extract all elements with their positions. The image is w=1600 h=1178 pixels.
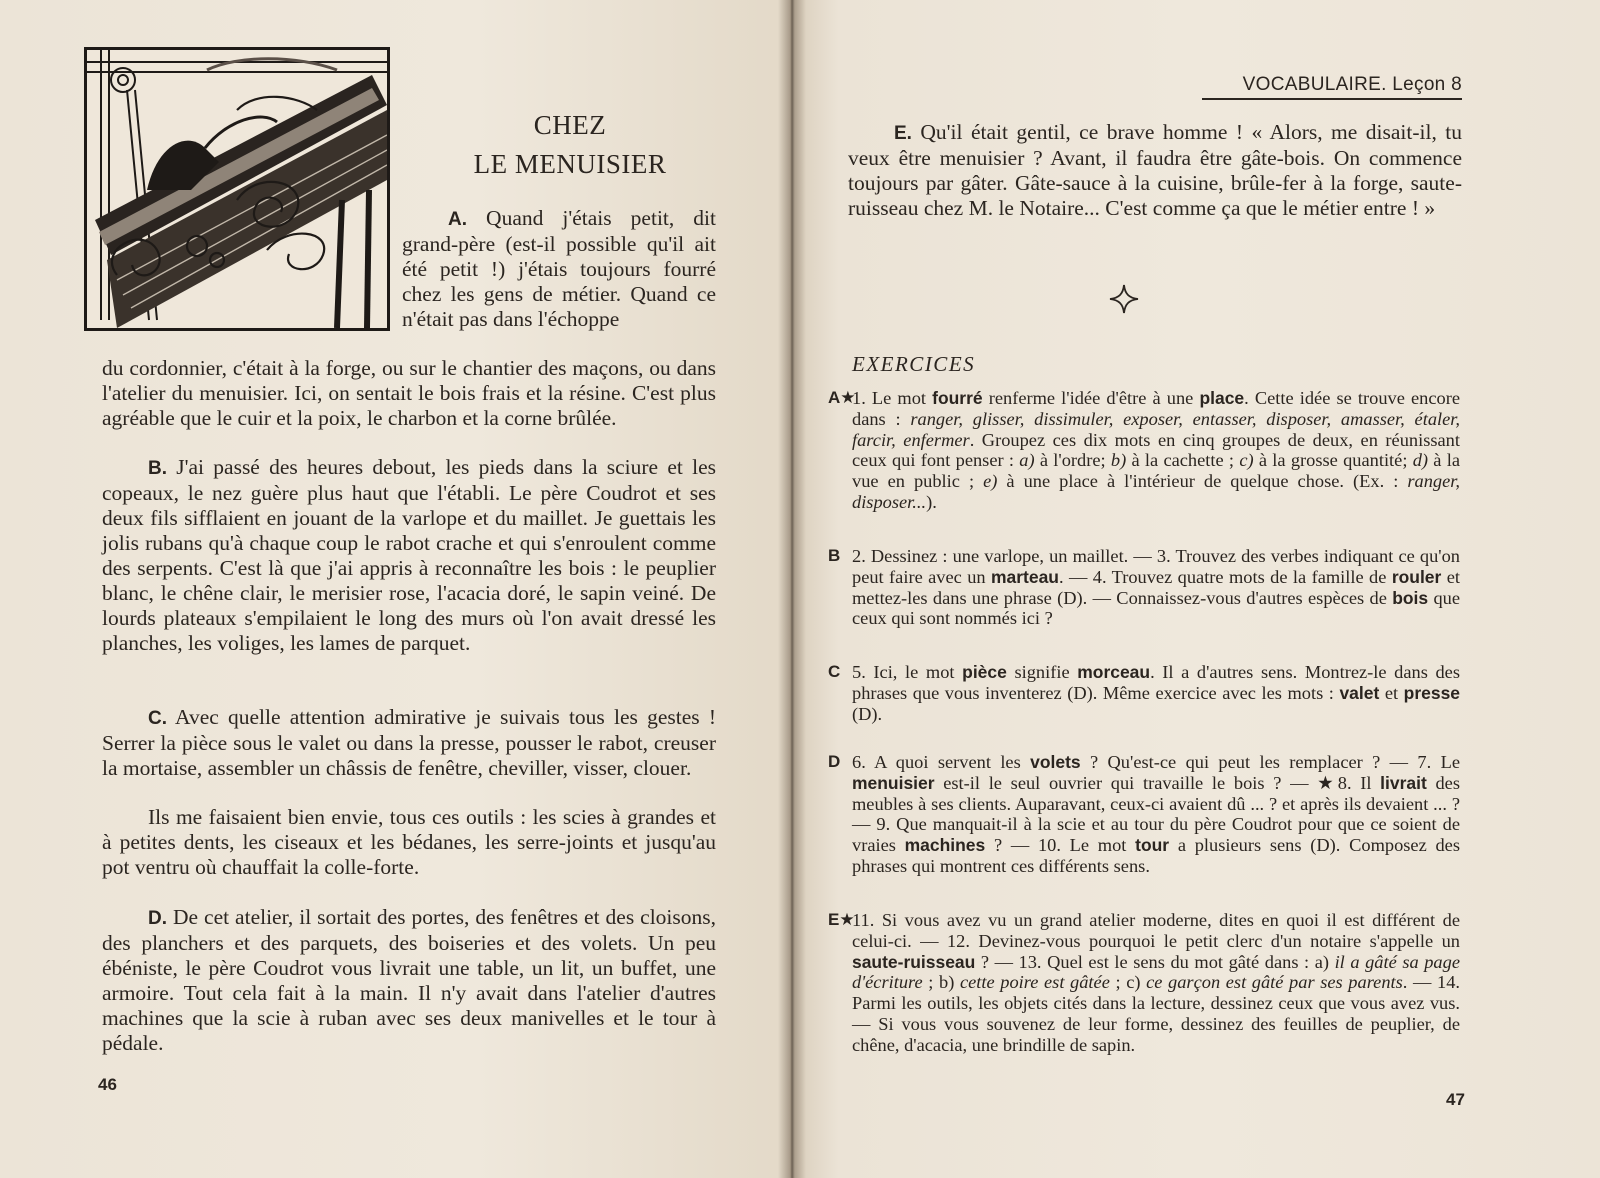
carpenter-plane-woodcut-icon [84,47,390,331]
paragraph-a-continued: du cordonnier, c'était à la forge, ou sur le chantier des maçons, ou dans l'atelier du menuisier. Ici, on sentait le bois frais et la résine. C'est plus agréable que le cuir et la poix, le charbon et la corne brûlée. [102,356,716,430]
chapter-title-line2: LE MENUISIER [473,149,667,180]
paragraph-e-text: Qu'il était gentil, ce brave homme ! « Alors, me disait-il, tu veux être menuisier ? Avant, il faudra être gâte-bois. On commence toujours par gâter. Gâte-sauce à la cuisine, brûle-fer à la forge, saute-ruisseau chez M. le Notaire... C'est comme ça que le métier entre ! » [848,120,1463,220]
running-head: VOCABULAIRE. Leçon 8 [1202,74,1462,100]
exercise-c-label: C [828,662,841,681]
paragraph-a-text: Quand j'étais petit, dit grand-père (est-il possible qu'il ait été petit !) j'étais toujours fourré chez les gens de métier. Quand ce n'était pas dans l'échoppe [402,206,717,331]
right-page [790,0,1600,1178]
exercise-d-text: 6. A quoi servent les volets ? Qu'est-ce qui peut les remplacer ? — 7. Le menuisier est-il le seul ouvrier qui travaille le bois ? — ★8. Il livrait des meubles à ses clients. Auparavant, ceux-ci avaient dû ... ? et après ils devaient ... ? — 9. Que manquait-il à la scie et au tour du père Coudrot pour que ce soient de vraies machines ? — 10. Le mot tour a plusieurs sens (D). Composez des phrases qui montrent ces différents sens. [852,752,1460,876]
exercise-b-label: B [828,546,841,565]
exercices-heading: EXERCICES [852,352,976,376]
exercise-a [828,388,1460,513]
exercise-d [828,752,1460,877]
paragraph-d-text: De cet atelier, il sortait des portes, des fenêtres et des cloisons, des planchers et des parquets, des boiseries et des volets. Un peu ébéniste, le père Coudrot vous livrait une table, un lit, un buffet, une armoire. Tout cela fait à la main. Il n'y avait dans l'atelier d'autres machines que la scie à ruban avec ses deux manivelles et le tour à pédale. [102,905,717,1055]
paragraph-d-label: D. [148,908,167,929]
four-point-star-icon [1109,284,1139,314]
exercise-b [828,546,1460,629]
paragraph-c [102,705,716,781]
exercise-e-label: E★ [828,910,855,929]
paragraph-b-text: J'ai passé des heures debout, les pieds dans la sciure et les copeaux, le nez guère plus haut que l'établi. Le père Coudrot et ses deux fils sifflaient en jouant de la varlope et du maillet. Je guettais les jolis rubans qu'à chaque coup le rabot crache et qui s'enroulent comme des serpents. C'est là que j'ai appris à reconnaître les bois : le peuplier blanc, le chêne clair, le merisier rose, l'acacia doré, le sapin veiné. De lourds plateaux s'empilaient le long des murs où l'on avait dressé les planches, les voliges, les lames de parquet. [102,455,717,655]
exercise-e [828,910,1460,1056]
paragraph-d [102,905,716,1056]
paragraph-c-text: Avec quelle attention admirative je suivais tous les gestes ! Serrer la pièce sous le valet ou dans la presse, pousser le rabot, creuser la mortaise, assembler un châssis de fenêtre, cheviller, visser, clouer. [102,705,716,780]
exercise-a-label: A★ [828,388,856,407]
paragraph-c2: Ils me faisaient bien envie, tous ces outils : les scies à grandes et à petites dents, les ciseaux et les bédanes, les serre-joints et jusqu'au pot ventru où chauffait la colle-forte. [102,805,716,879]
exercise-b-text: 2. Dessinez : une varlope, un maillet. — 3. Trouvez des verbes indiquant ce qu'on peut faire avec un marteau. — 4. Trouvez quatre mots de la famille de rouler et mettez-les dans une phrase (D). — Connaissez-vous d'autres espèces de bois que ceux qui sont nommés ici ? [852,546,1461,629]
chapter-title-line1: CHEZ [533,110,607,140]
exercise-c-text: 5. Ici, le mot pièce signifie morceau. Il a d'autres sens. Montrez-le dans des phrases que vous inventerez (D). Même exercice avec les mots : valet et presse (D). [852,662,1461,724]
left-page [0,0,790,1178]
exercise-e-text: 11. Si vous avez vu un grand atelier moderne, dites en quoi il est différent de celui-ci. — 12. Devinez-vous pourquoi le petit clerc d'un notaire s'appelle un saute-ruisseau ? — 13. Quel est le sens du mot gâté dans : a) il a gâté sa page d'écriture ; b) cette poire est gâtée ; c) ce garçon est gâté par ses parents. — 14. Parmi les outils, les objets cités dans la lecture, dessinez ceux que vous avez vus. — Si vous vous souvenez de leur forme, dessinez des feuilles de peuplier, de chêne, d'acacia, une brindille de sapin. [852,910,1460,1055]
page-number-left: 46 [98,1075,117,1094]
paragraph-a [402,206,716,332]
book-gutter [778,0,806,1178]
paragraph-a-label: A. [448,209,467,230]
exercise-d-label: D [828,752,841,771]
page-number-right: 47 [1446,1090,1465,1109]
chapter-title [420,106,720,184]
paragraph-b [102,455,716,656]
paragraph-e [848,120,1462,221]
exercise-a-text: 1. Le mot fourré renferme l'idée d'être à une place. Cette idée se trouve encore dans : ranger, glisser, dissimuler, exposer, entasser, disposer, amasser, étaler, farcir, enfermer. Groupez ces dix mots en cinq groupes de deux, en réunissant ceux qui font penser : a) à l'ordre; b) à la cachette ; c) à la grosse quantité; d) à la vue en public ; e) à une place à l'intérieur de quelque chose. (Ex. : ranger, disposer...). [852,388,1461,512]
exercise-c [828,662,1460,724]
paragraph-b-label: B. [148,458,167,479]
paragraph-e-label: E. [894,123,912,144]
paragraph-c-label: C. [148,708,167,729]
